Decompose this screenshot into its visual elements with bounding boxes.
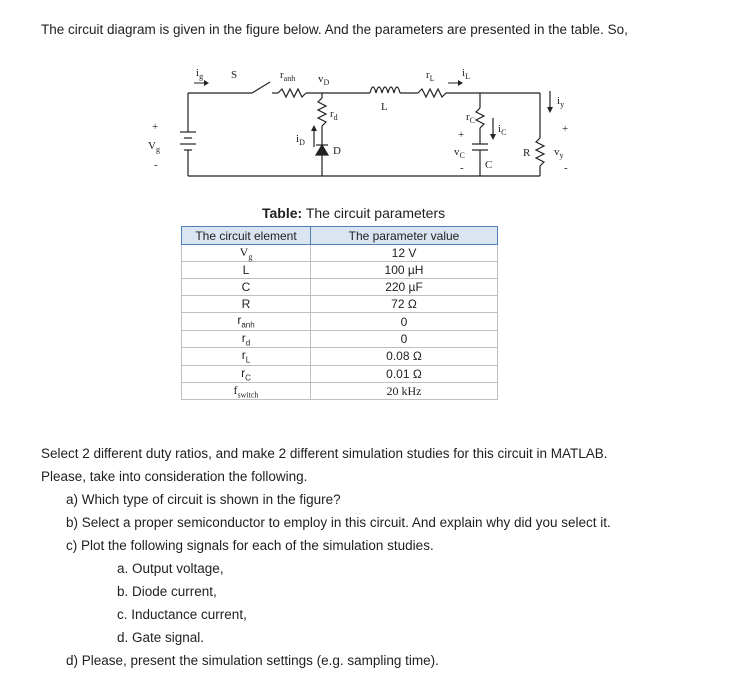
- table-title: Table: The circuit parameters: [262, 205, 446, 221]
- r-anh-label: $r_{anh}$: [280, 69, 296, 83]
- table-cell-value: 0.01 Ω: [311, 365, 498, 382]
- iy-label: $i_y$: [557, 95, 565, 109]
- question-line-1: Select 2 different duty ratios, and make 2 different simulation studies for this circuit in MATLAB.: [41, 446, 608, 461]
- table-cell-value: 100 µH: [311, 262, 498, 279]
- question-c: c) Plot the following signals for each of the simulation studies.: [66, 538, 434, 553]
- vg-plus: +: [152, 121, 159, 133]
- intro-text: The circuit diagram is given in the figure below. And the parameters are presented in the table. So,: [41, 22, 628, 37]
- vc-minus: -: [460, 162, 464, 174]
- table-row: [182, 279, 498, 296]
- table-cell-element: $V_g$: [182, 245, 311, 262]
- table-row: [182, 382, 498, 399]
- table-row: [182, 348, 498, 365]
- vd-label: $v_D$: [318, 73, 330, 87]
- inductor-label: L: [381, 101, 388, 113]
- table-cell-value: 220 µF: [311, 279, 498, 296]
- table-row: [182, 313, 498, 330]
- table-cell-element: $r_{anh}$: [182, 313, 311, 330]
- table-cell-element: L: [182, 262, 311, 279]
- table-header-value: The parameter value: [311, 227, 498, 245]
- table-cell-value: 72 Ω: [311, 296, 498, 313]
- question-line-2: Please, take into consideration the following.: [41, 469, 308, 484]
- switch-label: S: [231, 69, 238, 81]
- table-cell-value: 0.08 Ω: [311, 348, 498, 365]
- vy-plus: +: [562, 123, 569, 135]
- table-cell-element: $r_L$: [182, 348, 311, 365]
- table-header-element: The circuit element: [182, 227, 311, 245]
- question-c-sub-b: b. Diode current,: [117, 584, 217, 599]
- vg-minus: -: [154, 159, 158, 171]
- question-b: b) Select a proper semiconductor to employ in this circuit. And explain why did you select it.: [66, 515, 611, 530]
- vg-label: $V_g$: [148, 140, 160, 154]
- table-cell-element: C: [182, 279, 311, 296]
- table-cell-element: $f_{switch}$: [182, 382, 311, 399]
- rl-label: $r_L$: [426, 69, 435, 83]
- table-row: [182, 365, 498, 382]
- rc-label: $r_C$: [466, 111, 476, 125]
- rd-label: $r_d$: [330, 108, 338, 122]
- table-row: [182, 330, 498, 347]
- table-cell-value: 12 V: [311, 245, 498, 262]
- table-cell-element: $r_C$: [182, 365, 311, 382]
- vc-label: $v_C$: [454, 146, 465, 160]
- question-d: d) Please, present the simulation settings (e.g. sampling time).: [66, 653, 439, 668]
- table-cell-element: R: [182, 296, 311, 313]
- load-r-label: R: [523, 147, 531, 159]
- table-row: [182, 245, 498, 262]
- table-cell-value: 20 kHz: [311, 382, 498, 399]
- id-label: $i_D$: [296, 133, 305, 147]
- table-cell-value: 0: [311, 313, 498, 330]
- circuit-diagram: [140, 58, 580, 183]
- table-cell-element: $r_d$: [182, 330, 311, 347]
- diode-label: D: [333, 145, 341, 157]
- parameters-table: [181, 226, 498, 400]
- ig-label: $i_g$: [196, 67, 204, 81]
- ic-label: $i_C$: [498, 123, 507, 137]
- table-cell-value: 0: [311, 330, 498, 347]
- table-row: [182, 262, 498, 279]
- question-a: a) Which type of circuit is shown in the figure?: [66, 492, 341, 507]
- question-c-sub-a: a. Output voltage,: [117, 561, 224, 576]
- vc-plus: +: [458, 129, 465, 141]
- il-label: $i_L$: [462, 67, 470, 81]
- vy-minus: -: [564, 162, 568, 174]
- question-c-sub-d: d. Gate signal.: [117, 630, 205, 645]
- capacitor-label: C: [485, 159, 493, 171]
- question-c-sub-c: c. Inductance current,: [117, 607, 247, 622]
- vy-label: $v_y$: [554, 146, 564, 160]
- table-row: [182, 296, 498, 313]
